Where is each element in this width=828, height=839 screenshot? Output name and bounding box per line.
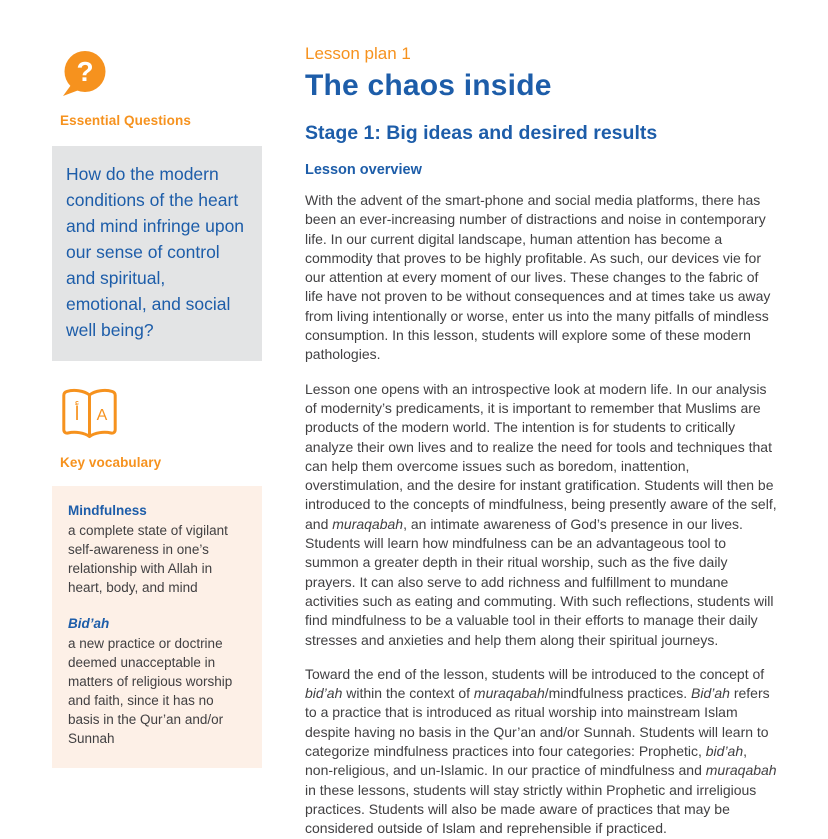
vocabulary-book-icon xyxy=(60,387,262,445)
question-bubble-icon xyxy=(60,50,262,103)
key-vocabulary-label: Key vocabulary xyxy=(60,455,162,470)
key-vocabulary-box xyxy=(52,486,262,768)
overview-paragraph-1: With the advent of the smart-phone and social media platforms, there has been an ever-increasing number of distractions and noise in contemporary life. In our current digital landscape, human attention has become a commodity that proves to be highly profitable. As such, our devices vie for our attention at every moment of our lives. These changes to the fabric of life have not proven to be without consequences and at times take us away from living intentionally or worse, enter us into the many pitfalls of mindless consumption. In this lesson, students will explore some of these modern pathologies. xyxy=(305,192,771,363)
overview-paragraph-2: Lesson one opens with an introspective look at modern life. In our analysis of modernity’s predicaments, it is important to remember that Muslims are products of the modern world. The intention is for students to critically analyze their own lives and to realize the need for tools and techniques that can help them overcome issues such as boredom, inattention, overstimulation, and the desire for instant gratification. Students will then be introduced to the concepts of mindfulness, being presently aware of the self, and muraqabah, an intimate awareness of God’s presence in our lives. Students will learn how mindfulness can be an advantageous tool to summon a greater depth in their ritual worship, such as the five daily prayers. It can also serve to add richness and fulfillment to mundane activities such as eating and commuting. With such reflections, students will find mindfulness to be a valuable tool in their efforts to manage their daily stresses and anxieties and help them along their spiritual journeys. xyxy=(305,380,777,648)
svg-text:?: ? xyxy=(76,56,94,87)
svg-text:A: A xyxy=(96,407,108,424)
overview-paragraph-3: Toward the end of the lesson, students will be introduced to the concept of bid’ah within the context of muraqabah/mindfulness practices. Bid’ah refers to a practice that is introduced as ritual worship into mainstream Islam despite having no basis in the Qur’an and/or Sunnah. Students will learn to categorize mindfulness practices into four categories: Prophetic, bid’ah, non-religious, and un-Islamic. In our practice of mindfulness and muraqabah in these lessons, students will stay strictly within Prophetic and irreligious practices. Students will also be made aware of practices that may be considered outside of Islam and reprehensible if practiced. xyxy=(305,665,777,837)
lesson-plan-kicker: Lesson plan 1 xyxy=(305,44,411,63)
vocab-definition: a complete state of vigilant self-awareness in one’s relationship with Allah in heart, body, and mind xyxy=(68,523,228,595)
vocab-term: Mindfulness xyxy=(68,503,147,518)
main-content xyxy=(305,44,777,839)
vocab-term: Bid’ah xyxy=(68,616,110,631)
svg-text:أ: أ xyxy=(74,403,80,425)
essential-question-box xyxy=(52,146,262,361)
stage-heading: Stage 1: Big ideas and desired results xyxy=(305,122,658,144)
vocab-definition: a new practice or doctrine deemed unacceptable in matters of religious worship and faith, since it has no basis in the Qur’an and/or Sunnah xyxy=(68,636,233,746)
essential-questions-label: Essential Questions xyxy=(60,113,191,128)
vocab-entry-bidah xyxy=(68,616,248,748)
lesson-overview-heading: Lesson overview xyxy=(305,162,422,178)
sidebar xyxy=(52,50,262,768)
essential-question-text: How do the modern conditions of the heart and mind infringe upon our sense of control and spiritual, emotional, and social well being? xyxy=(66,164,245,340)
vocab-entry-mindfulness xyxy=(68,503,248,597)
page-title: The chaos inside xyxy=(305,69,552,102)
